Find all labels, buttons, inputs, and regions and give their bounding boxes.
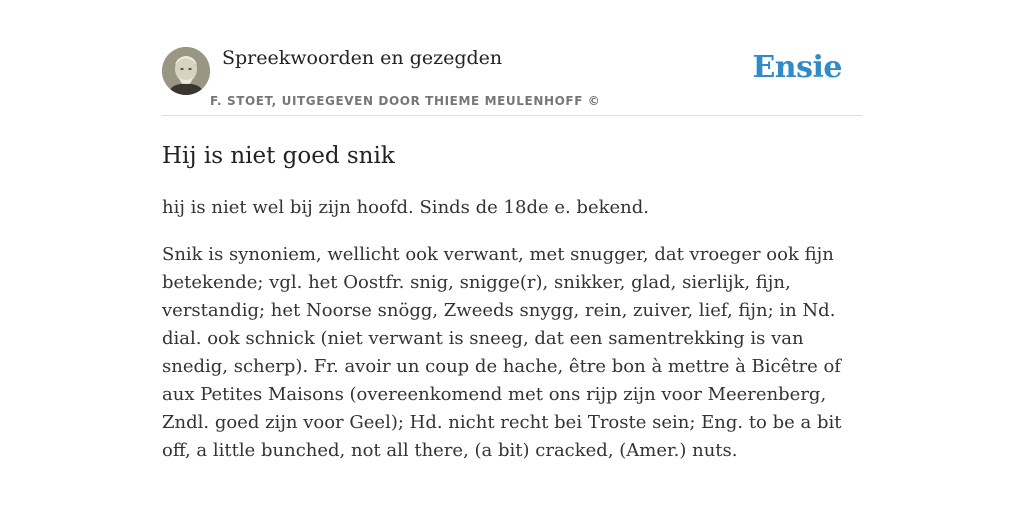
entry-definition: hij is niet wel bij zijn hoofd. Sinds de 18de e. bekend. bbox=[162, 197, 650, 218]
entry-card bbox=[162, 44, 862, 465]
author-portrait-icon[interactable] bbox=[162, 47, 210, 95]
entry-etymology: Snik is synoniem, wellicht ook verwant, met snugger, dat vroeger ook fijn betekende; vgl. het Oostfr. snig, snigge(r), snikker, glad, sierlijk, fijn, verstandig; het Noorse snögg, Zweeds snygg, rein, zuiver, lief, fijn; in Nd. dial. ook schnick (niet verwant is sneeg, dat een samentrekking is van snedig, scherp). Fr. avoir un coup de hache, être bon à mettre à Bicêtre of aux Petites Maisons (overeenkomend met ons rijp zijn voor Meerenberg, Zndl. goed zijn voor Geel); Hd. nicht recht bei Troste sein; Eng. to be a bit off, a little bunched, not all there, (a bit) cracked, (Amer.) nuts. bbox=[162, 244, 842, 461]
publisher-byline: F. STOET, UITGEGEVEN DOOR THIEME MEULENHOFF © bbox=[210, 94, 601, 108]
source-header bbox=[162, 44, 862, 116]
book-title[interactable]: Spreekwoorden en gezegden bbox=[222, 47, 503, 69]
ensie-logo[interactable]: Ensie bbox=[752, 50, 842, 85]
entry-title: Hij is niet goed snik bbox=[162, 143, 395, 169]
